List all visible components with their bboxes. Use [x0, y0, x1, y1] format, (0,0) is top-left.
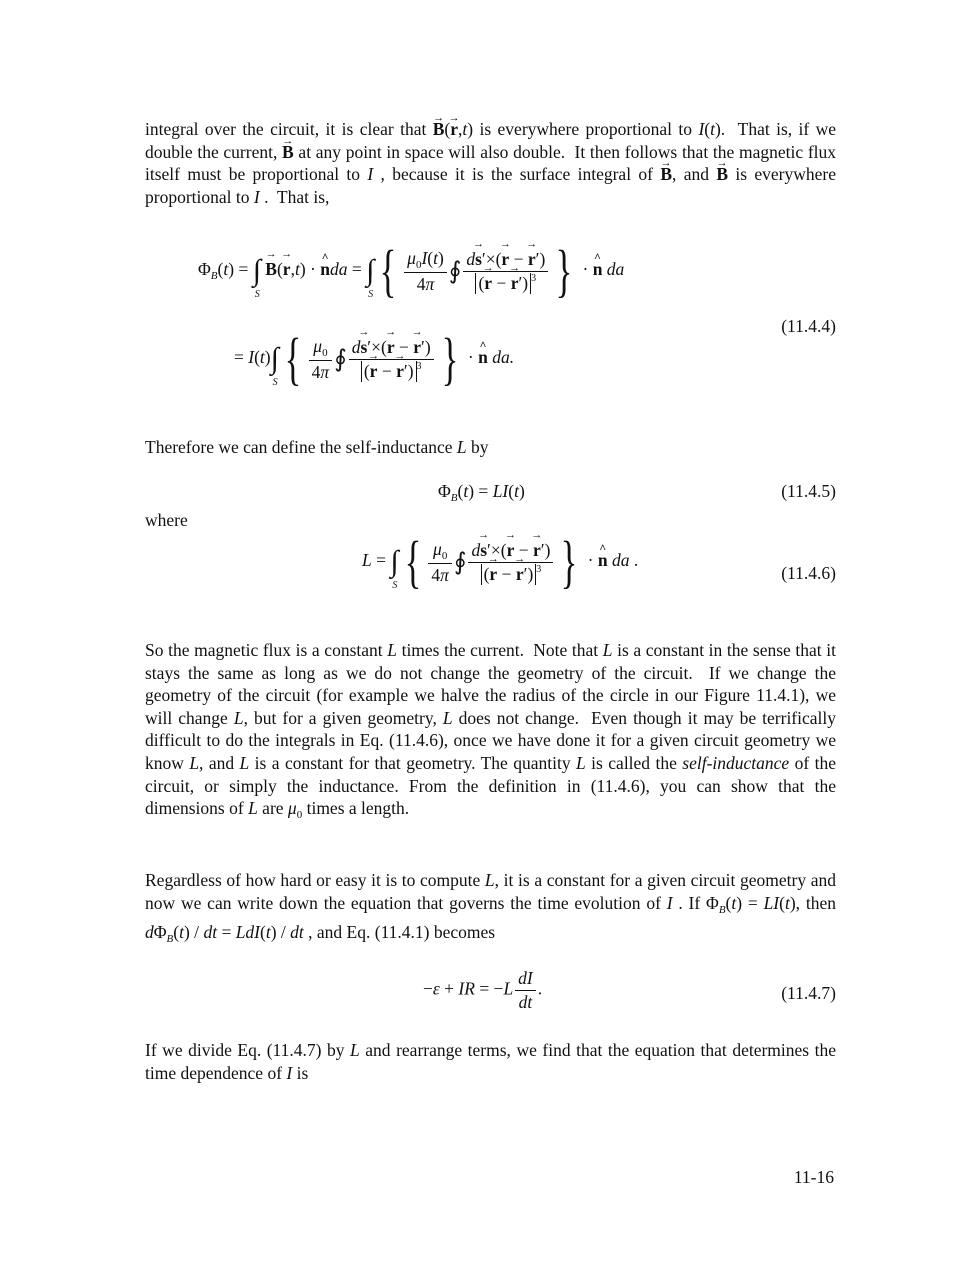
paragraph-self-inductance-intro: Therefore we can define the self-inductance L by: [145, 437, 489, 457]
equation-11-4-4-line1: $\Phi_B(t)$ = ∫ S → B(→ r,t) · ^ nda = ∫ S { $\frac{\mu_0I(t)}{4\pi}$ ∮ $\frac{d\to s'\times(\to r - \to r')}{(\to r - \to r') ^3}$ } · ^ n da: [198, 242, 624, 300]
term-self-inductance: self-inductance: [682, 752, 790, 773]
paragraph-divide-by-L: If we divide Eq. (11.4.7) by L and rearrange terms, we find that the equation that determines the time dependence of I is: [145, 1040, 836, 1083]
paragraph-intro: integral over the circuit, it is clear that → B(→ r,t) is everywhere proportional to I(t). That is, if we double the current, → B at any point in space will also double. It then follows that the magnetic flux itself must be proportional to I , because it is the surface integral of → B, and → B is everywhere proportional to I . That is,: [145, 118, 836, 208]
equation-11-4-7: −ε + IR = −L $\frac{dI}{dt}$ .: [423, 968, 543, 1012]
equation-number-11-4-7: (11.4.7): [781, 983, 836, 1003]
equation-number-11-4-5: (11.4.5): [781, 481, 836, 501]
equation-11-4-5: $\Phi_B(t) = LI(t)$: [438, 481, 525, 504]
equation-11-4-4-line2: = I(t)∫ S { $\frac{\mu_0}{4\pi}$ ∮ $\frac{d\to s'\times(\to r - \to r')}{(\to r - \to r') ^3}$ } · ^ n da.: [234, 330, 514, 388]
equation-number-11-4-4: (11.4.4): [781, 316, 836, 336]
paragraph-inductance-definition: So the magnetic flux is a constant L times the current. Note that L is a constant in the sense that it stays the same as long as we do not change the geometry of the circuit. If we change the geometry of the circuit (for example we halve the radius of the circle in our Figure 11.4.1), we will change L, but for a given geometry, L does not change. Even though it may be terrifically difficult to do the integrals in Eq. (11.4.6), once we have done it for a given circuit geometry we know L, and L is a constant for that geometry. The quantity L is called the self-inductance of the circuit, or simply the inductance. From the definition in (11.4.6), you can show that the dimensions of L are $\mu_0$ times a length.: [145, 640, 837, 822]
paragraph-where: where: [145, 510, 188, 530]
equation-number-11-4-6: (11.4.6): [781, 563, 836, 583]
paragraph-time-evolution: Regardless of how hard or easy it is to compute L, it is a constant for a given circuit geometry and now we can write down the equation that governs the time evolution of I . If $\Phi_B(t) = LI(t)$, then $d\Phi_B(t)$ / dt = LdI(t) / dt , and Eq. (11.4.1) becomes: [145, 870, 836, 946]
page-number: 11-16: [793, 1167, 834, 1187]
equation-11-4-6: L = ∫ S { $\frac{\mu_0}{4\pi}$ ∮ $\frac{d\to s'\times(\to r - \to r')}{(\to r - \to r') ^3}$ } · ^ n da .: [362, 533, 638, 591]
